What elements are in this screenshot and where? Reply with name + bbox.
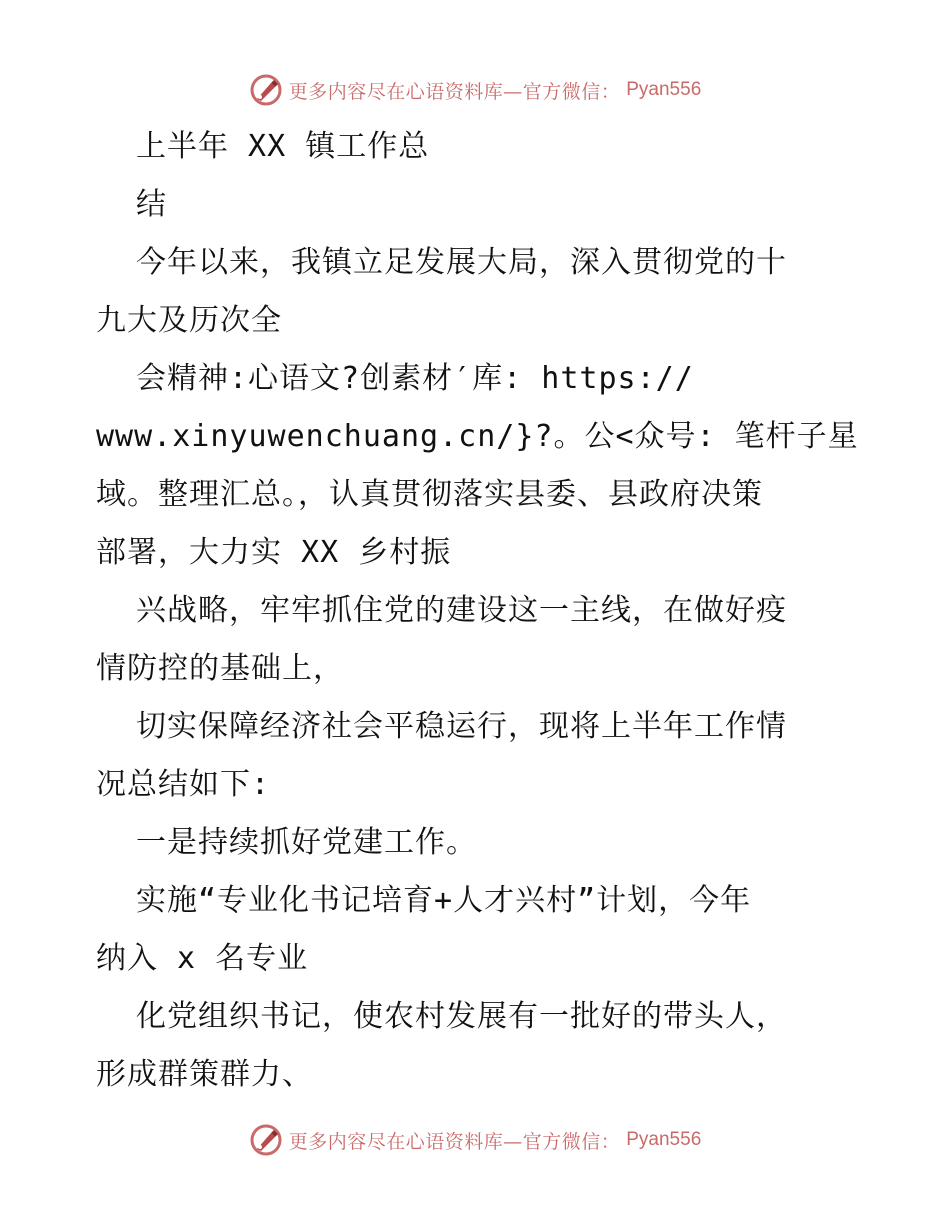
banner-wechat-id: Pyan556 xyxy=(626,1129,702,1150)
pen-logo-icon xyxy=(249,73,283,107)
text-line: 况总结如下: xyxy=(96,767,271,802)
text-line: 情防控的基础上， xyxy=(96,651,344,686)
text-line: 部署，大力实 XX 乡村振 xyxy=(96,535,452,570)
banner-text: 更多内容尽在心语资料库—官方微信： xyxy=(288,1130,621,1153)
document-body xyxy=(96,118,859,1104)
text-line: 实施“专业化书记培育+人才兴村”计划，今年 xyxy=(136,883,752,918)
text-line: 一是持续抓好党建工作。 xyxy=(136,825,477,860)
footer-banner xyxy=(0,1120,950,1160)
text-line: 上半年 XX 镇工作总 xyxy=(136,129,430,164)
text-line: 结 xyxy=(136,187,167,222)
text-line: 化党组织书记，使农村发展有一批好的带头人， xyxy=(136,999,787,1034)
text-line: 切实保障经济社会平稳运行，现将上半年工作情 xyxy=(136,709,787,744)
text-line: 形成群策群力、 xyxy=(96,1057,313,1092)
text-line: 域。整理汇总。，认真贯彻落实县委、县政府决策 xyxy=(96,477,763,512)
text-line: 纳入 x 名专业 xyxy=(96,941,309,976)
banner-wechat-id: Pyan556 xyxy=(626,79,702,100)
text-line: www.xinyuwenchuang.cn/}?。公<众号: 笔杆子星 xyxy=(96,419,859,454)
text-line: 九大及历次全 xyxy=(96,303,282,338)
pen-logo-icon xyxy=(249,1123,283,1157)
banner-text: 更多内容尽在心语资料库—官方微信： xyxy=(288,80,621,103)
text-line: 兴战略，牢牢抓住党的建设这一主线，在做好疫 xyxy=(136,593,787,628)
text-line: 今年以来，我镇立足发展大局，深入贯彻党的十 xyxy=(136,245,787,280)
header-banner xyxy=(0,70,950,110)
text-line: 会精神:心语文?创素材′库: https:// xyxy=(136,361,694,396)
